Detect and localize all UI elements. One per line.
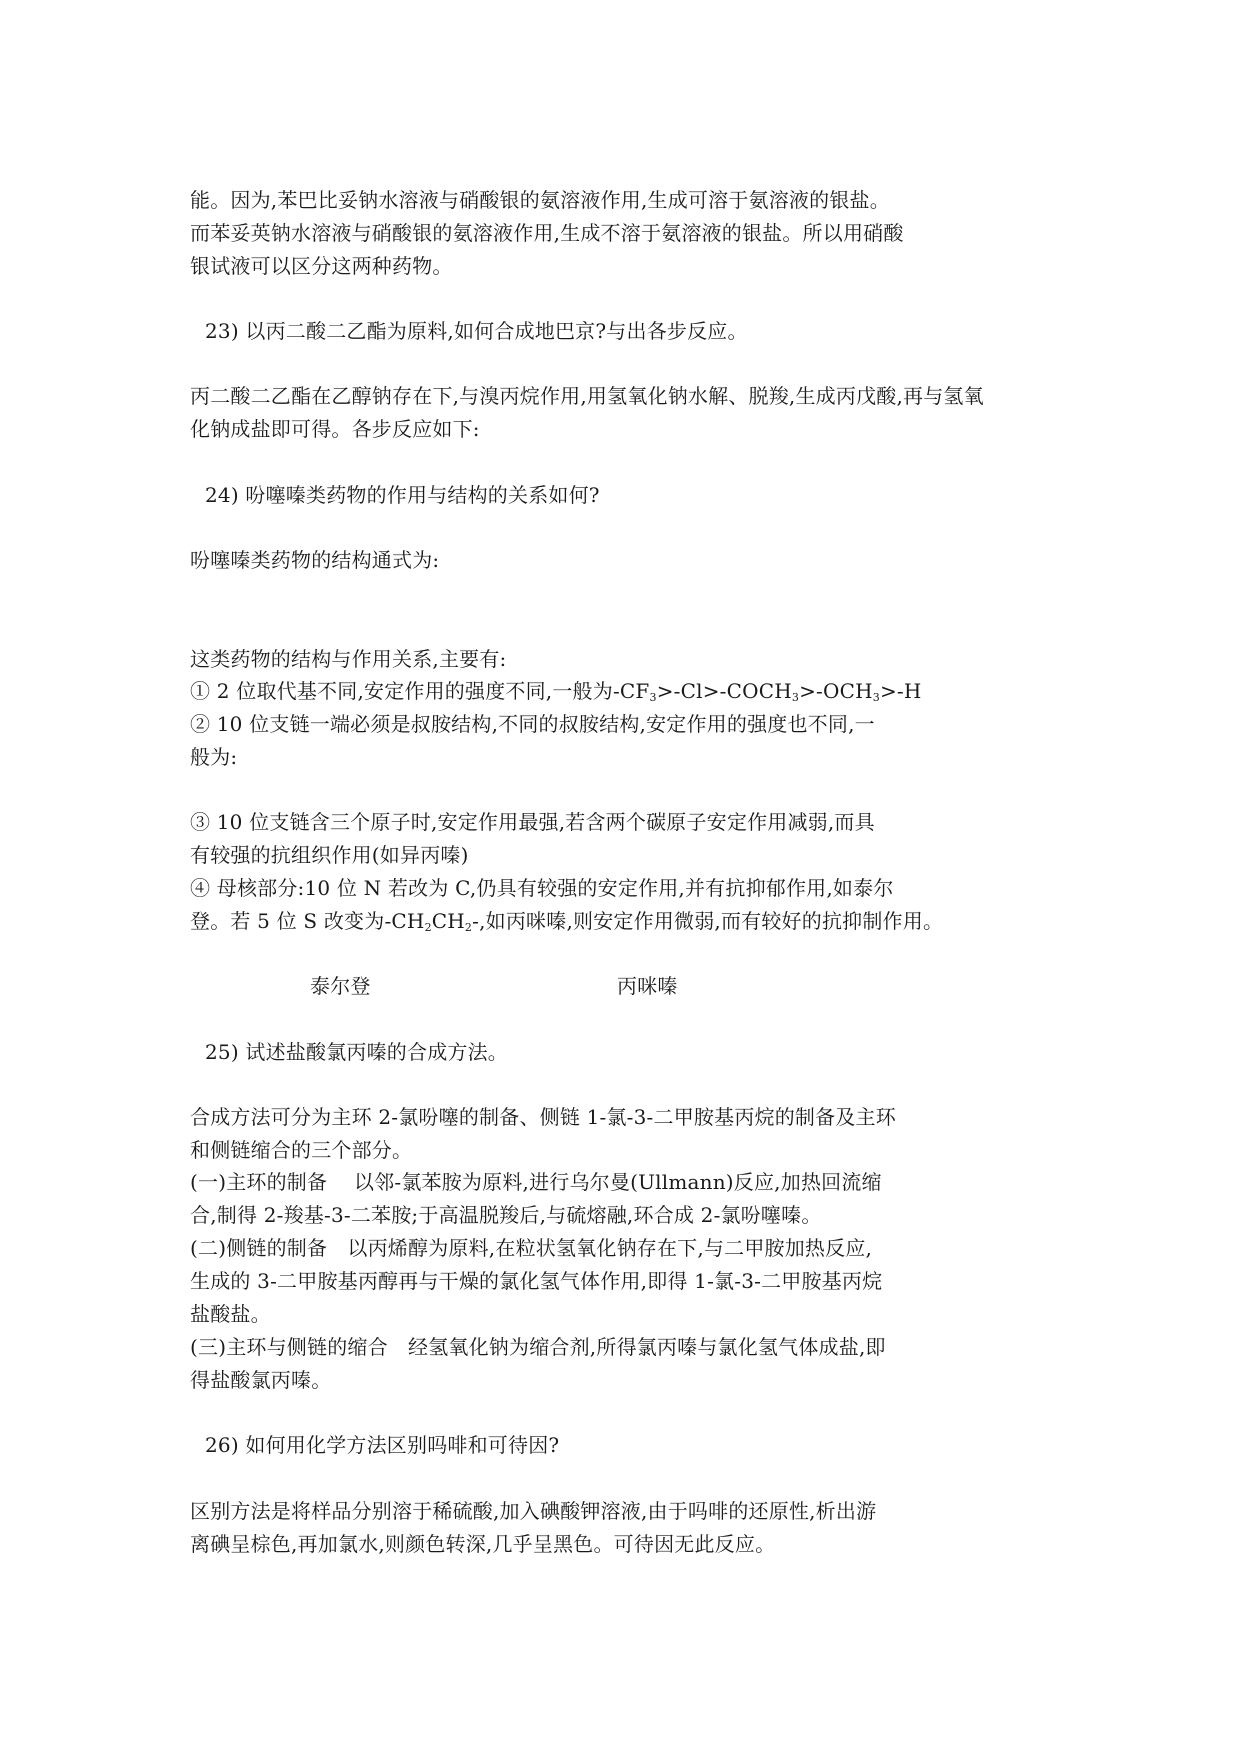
structure-label-imipramine: 丙咪嗪 [617, 974, 678, 998]
answer-24-point-4 [190, 907, 943, 935]
subscript: 3 [872, 691, 880, 704]
answer-24-intro: 吩噻嗪类药物的结构通式为: [190, 548, 440, 572]
point-1-text: >-H [879, 679, 922, 703]
answer-25-line: 生成的 3-二甲胺基丙醇再与干燥的氯化氢气体作用,即得 1-氯-3-二甲胺基丙烷 [190, 1269, 883, 1293]
point-4-text: -,如丙咪嗪,则安定作用微弱,而有较好的抗抑制作用。 [472, 909, 944, 933]
answer-25-line: 合成方法可分为主环 2-氯吩噻的制备、侧链 1-氯-3-二甲胺基丙烷的制备及主环 [190, 1105, 896, 1129]
answer-26-line: 区别方法是将样品分别溶于稀硫酸,加入碘酸钾溶液,由于吗啡的还原性,析出游 [190, 1499, 877, 1523]
answer-25-line: 合,制得 2-羧基-3-二苯胺;于高温脱羧后,与硫熔融,环合成 2-氯吩噻嗪。 [190, 1203, 822, 1227]
question-25: 25) 试述盐酸氯丙嗪的合成方法。 [205, 1040, 509, 1064]
text-line: 能。因为,苯巴比妥钠水溶液与硝酸银的氨溶液作用,生成可溶于氨溶液的银盐。 [190, 188, 890, 212]
point-1-text: ① 2 位取代基不同,安定作用的强度不同,一般为-CF [190, 679, 650, 703]
subscript: 3 [649, 691, 657, 704]
answer-23-line: 丙二酸二乙酯在乙醇钠存在下,与溴丙烷作用,用氢氧化钠水解、脱羧,生成丙戊酸,再与氢氧 [190, 384, 984, 408]
subscript: 3 [791, 691, 800, 704]
answer-24-point-2: 般为: [190, 745, 238, 769]
question-24: 24) 吩噻嗪类药物的作用与结构的关系如何? [205, 483, 600, 507]
answer-25-line: (三)主环与侧链的缩合 经氢氧化钠为缩合剂,所得氯丙嗪与氯化氢气体成盐,即 [190, 1335, 886, 1359]
answer-25-line: (一)主环的制备 以邻-氯苯胺为原料,进行乌尔曼(Ullmann)反应,加热回流缩 [190, 1170, 882, 1194]
point-1-text: >-Cl>-COCH [656, 679, 792, 703]
answer-24-point-1 [190, 677, 922, 705]
answer-25-line: 得盐酸氯丙嗪。 [190, 1368, 332, 1392]
answer-25-line: 盐酸盐。 [190, 1302, 271, 1326]
answer-23-line: 化钠成盐即可得。各步反应如下: [190, 417, 480, 441]
structure-label-thiothixene: 泰尔登 [310, 974, 371, 998]
question-23: 23) 以丙二酸二乙酯为原料,如何合成地巴京?与出各步反应。 [205, 319, 748, 343]
answer-26-line: 离碘呈棕色,再加氯水,则颜色转深,几乎呈黑色。可待因无此反应。 [190, 1532, 776, 1556]
question-26: 26) 如何用化学方法区别吗啡和可待因? [205, 1433, 560, 1457]
answer-25-line: 和侧链缩合的三个部分。 [190, 1138, 413, 1162]
point-1-text: >-OCH [799, 679, 873, 703]
subscript: 2 [424, 921, 432, 934]
point-4-text: CH [431, 909, 465, 933]
text-line: 而苯妥英钠水溶液与硝酸银的氨溶液作用,生成不溶于氨溶液的银盐。所以用硝酸 [190, 221, 904, 245]
point-4-text: 登。若 5 位 S 改变为-CH [190, 909, 425, 933]
answer-24-lead: 这类药物的结构与作用关系,主要有: [190, 647, 507, 671]
answer-24-point-3: 有较强的抗组织作用(如异丙嗪) [190, 843, 469, 867]
answer-25-line: (二)侧链的制备 以丙烯醇为原料,在粒状氢氧化钠存在下,与二甲胺加热反应, [190, 1236, 873, 1260]
text-line: 银试液可以区分这两种药物。 [190, 254, 453, 278]
answer-24-point-4: ④ 母核部分:10 位 N 若改为 C,仍具有较强的安定作用,并有抗抑郁作用,如泰尔 [190, 876, 894, 900]
subscript: 2 [464, 921, 473, 934]
answer-24-point-2: ② 10 位支链一端必须是叔胺结构,不同的叔胺结构,安定作用的强度也不同,一 [190, 712, 875, 736]
answer-24-point-3: ③ 10 位支链含三个原子时,安定作用最强,若含两个碳原子安定作用减弱,而具 [190, 810, 875, 834]
